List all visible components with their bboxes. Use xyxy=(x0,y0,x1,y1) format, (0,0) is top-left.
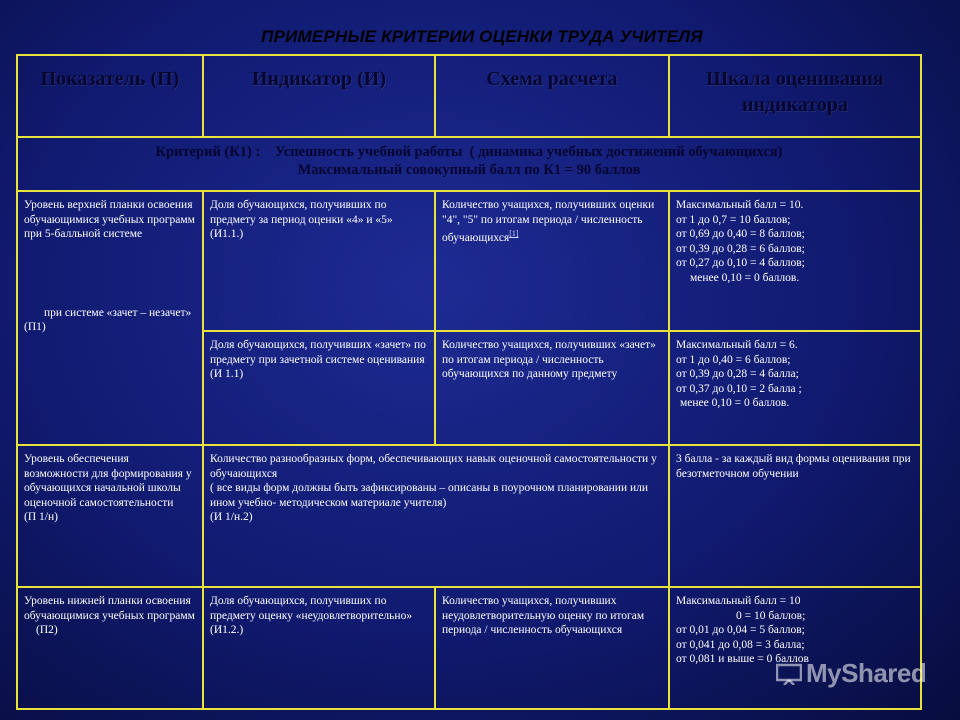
scale-line: от 0,041 до 0,08 = 3 балла; xyxy=(676,638,805,651)
i1n2-note: ( все виды форм должны быть зафиксированы – описаны в поурочном планировании или ином учебно- методическом материале учителя) xyxy=(210,482,649,509)
scale-line: от 0,081 и выше = 0 баллов xyxy=(676,653,809,666)
i1-1b-text: Доля обучающихся, получивших «зачет» по предмету при зачетной системе оценивания xyxy=(210,339,426,366)
scale-line: Максимальный балл = 6. xyxy=(676,339,798,351)
header-indicator-p: Показатель (П) xyxy=(17,55,203,137)
scheme-2-cell xyxy=(435,331,669,445)
table-row xyxy=(17,445,921,587)
p1n-code: (П 1/н) xyxy=(24,511,58,524)
header-calc-scheme: Схема расчета xyxy=(435,55,669,137)
watermark xyxy=(776,658,926,689)
presentation-icon xyxy=(776,663,802,685)
i1-1b-cell xyxy=(203,331,435,445)
scale-line: менее 0,10 = 0 баллов. xyxy=(690,271,800,284)
i1-1-code: (И1.1.) xyxy=(210,228,244,241)
watermark-text: MyShared xyxy=(806,658,927,688)
i1-2-cell xyxy=(203,587,435,709)
header-scale: Шкала оценивания индикатора xyxy=(669,55,921,137)
i1-2-code: (И1.2.) xyxy=(210,624,244,637)
scale-line: от 0,39 до 0,28 = 4 балла; xyxy=(676,368,799,381)
i1-1-cell xyxy=(203,191,435,331)
scale-line: 0 = 10 баллов; xyxy=(736,609,806,622)
i1n2-cell xyxy=(203,445,669,587)
p1-text: Уровень верхней планки освоения обучающимися учебных программ при 5-балльной системе xyxy=(24,199,195,241)
p1-code: (П1) xyxy=(24,321,46,334)
table-row xyxy=(17,191,921,331)
scale-line: от 1 до 0,40 = 6 баллов; xyxy=(676,353,791,366)
criterion-line-2: Максимальный совокупный балл по К1 = 90 баллов xyxy=(297,162,641,178)
p2-cell xyxy=(17,587,203,709)
scale-line: Максимальный балл = 10 xyxy=(676,595,801,607)
header-indicator-i: Индикатор (И) xyxy=(203,55,435,137)
footnote-link[interactable]: [1] xyxy=(509,229,519,239)
i1n2-code: (И 1/н.2) xyxy=(210,511,253,524)
criterion-line-1: Критерий (К1) : Успешность учебной работы ( динамика учебных достижений обучающихся) xyxy=(155,144,783,160)
slide-title: ПРИМЕРНЫЕ КРИТЕРИИ ОЦЕНКИ ТРУДА УЧИТЕЛЯ xyxy=(261,27,703,46)
i1n2-text: Количество разнообразных форм, обеспечивающих навык оценочной самостоятельности у обучающихся xyxy=(210,453,657,480)
criteria-table xyxy=(16,54,922,710)
criterion-cell xyxy=(17,137,921,191)
i1-1b-code: (И 1.1) xyxy=(210,368,244,381)
p1-cell xyxy=(17,191,203,445)
scale-line: от 0,39 до 0,28 = 6 баллов; xyxy=(676,242,805,255)
i1-2-text: Доля обучающихся, получивших по предмету оценку «неудовлетворительно» xyxy=(210,595,413,622)
scheme-4-text: Количество учащихся, получивших неудовлетворительную оценку по итогам периода / численность обучающихся xyxy=(442,595,645,637)
p2-text: Уровень нижней планки освоения обучающимися учебных программ xyxy=(24,595,195,622)
criterion-row xyxy=(17,137,921,191)
scale-line: от 0,37 до 0,10 = 2 балла ; xyxy=(676,382,802,395)
scheme-4-cell xyxy=(435,587,669,709)
scheme-1-cell xyxy=(435,191,669,331)
scale-line: от 0,01 до 0,04 = 5 баллов; xyxy=(676,624,805,637)
scale-4-cell xyxy=(669,587,921,709)
scale-3-text: 3 балла - за каждый вид формы оценивания при безотметочном обучении xyxy=(676,453,911,480)
scale-line: менее 0,10 = 0 баллов. xyxy=(680,397,790,410)
scale-line: от 1 до 0,7 = 10 баллов; xyxy=(676,213,791,226)
header-row xyxy=(17,55,921,137)
scale-line: от 0,69 до 0,40 = 8 баллов; xyxy=(676,228,805,241)
p1n-cell xyxy=(17,445,203,587)
p1-alt-text: при системе «зачет – незачет» xyxy=(44,306,192,319)
scale-line: от 0,27 до 0,10 = 4 баллов; xyxy=(676,257,805,270)
table-row xyxy=(17,587,921,709)
p1n-text: Уровень обеспечения возможности для формирования у обучающихся начальной школы оценочной самостоятельности xyxy=(24,453,192,509)
scale-1-cell xyxy=(669,191,921,331)
p2-code: (П2) xyxy=(36,624,58,637)
scale-3-cell xyxy=(669,445,921,587)
scale-2-cell xyxy=(669,331,921,445)
scheme-1-text: Количество учащихся, получивших оценки "4", "5" по итогам периода / численность обучающихся xyxy=(442,199,655,245)
scheme-2-text: Количество учащихся, получивших «зачет» по итогам периода / численность обучающихся по данному предмету xyxy=(442,339,656,381)
i1-1-text: Доля обучающихся, получивших по предмету за период оценки «4» и «5» xyxy=(210,199,393,226)
scale-line: Максимальный балл = 10. xyxy=(676,199,804,211)
